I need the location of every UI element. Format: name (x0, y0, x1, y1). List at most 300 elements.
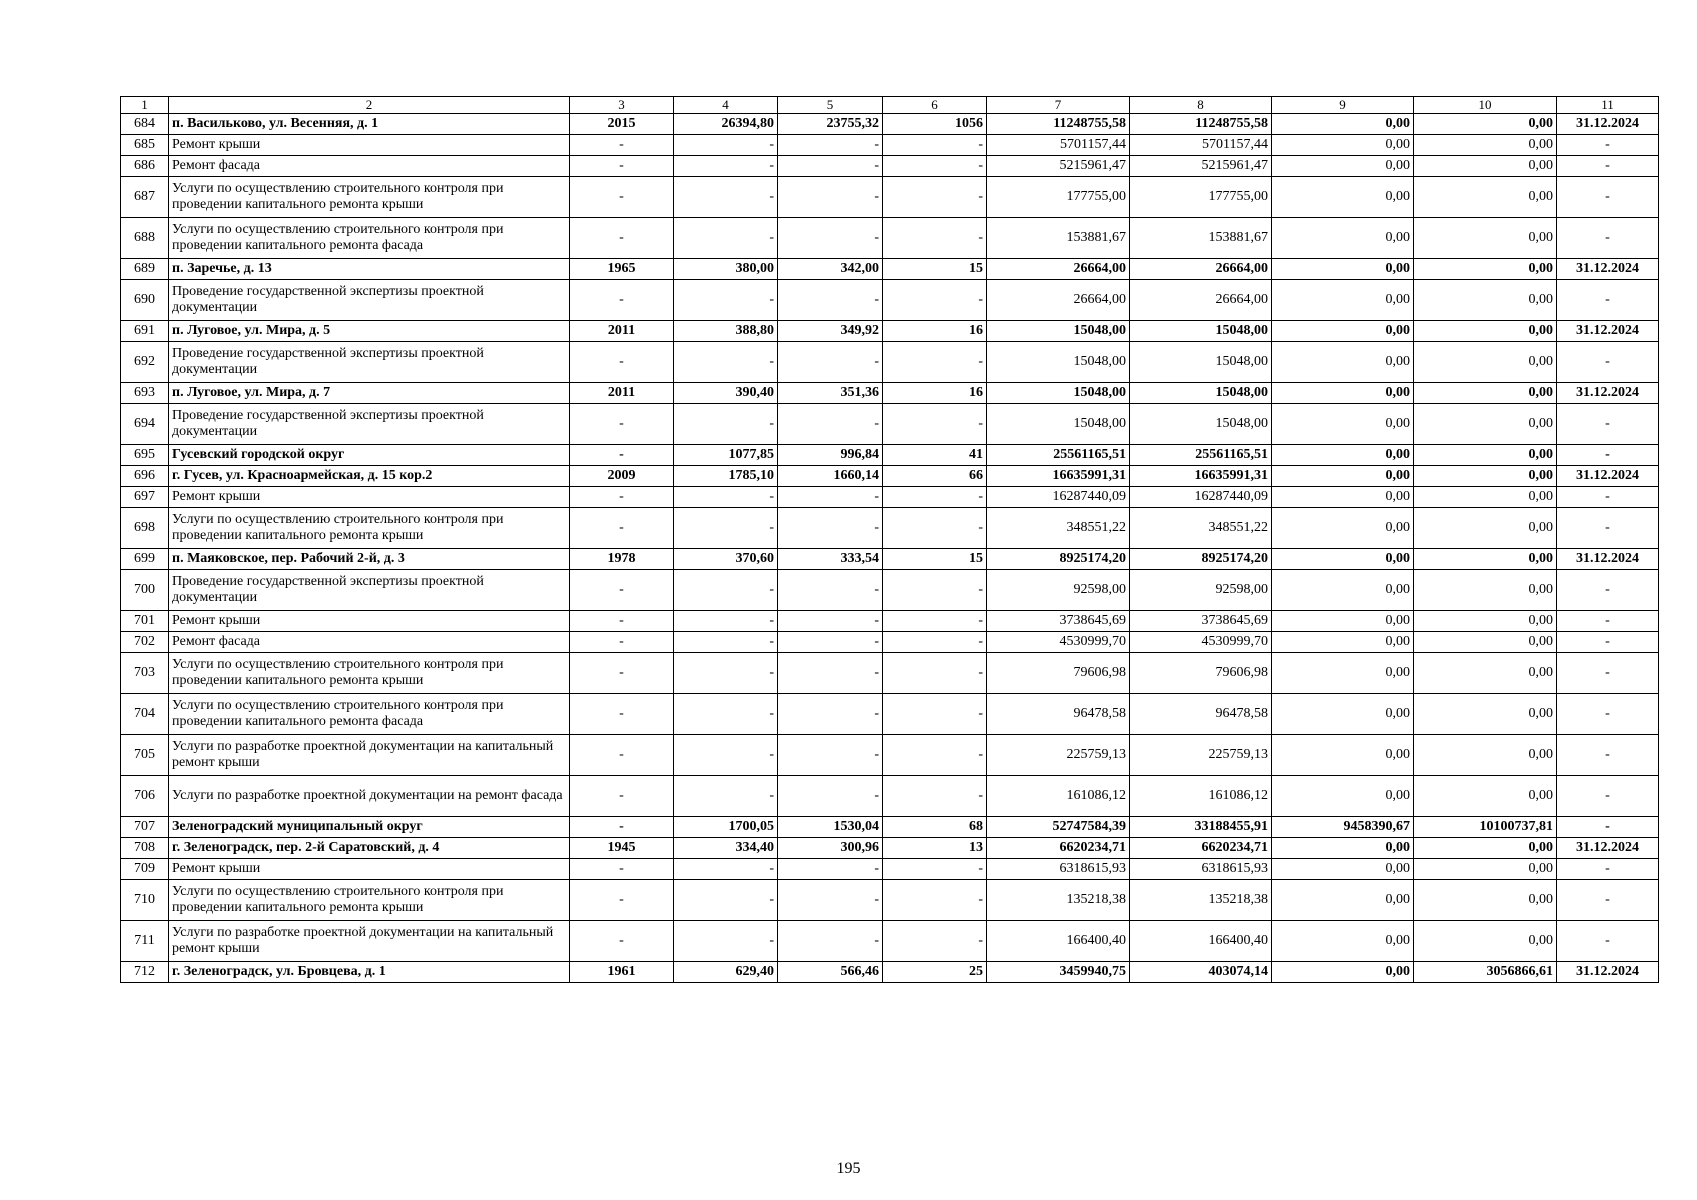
living-area-cell: - (778, 404, 883, 445)
living-area-cell: 1660,14 (778, 466, 883, 487)
header-cell: 3 (570, 97, 674, 114)
total-area-cell: - (674, 611, 778, 632)
completion-date-cell: - (1557, 632, 1659, 653)
total-area-cell: 629,40 (674, 962, 778, 983)
year-cell: 2011 (570, 321, 674, 342)
name-cell: Услуги по осуществлению строительного контроля при проведении капитального ремонта фасада (169, 218, 570, 259)
row-number-cell: 700 (121, 570, 169, 611)
fund-cost-cell: 166400,40 (1130, 921, 1272, 962)
living-area-cell: - (778, 611, 883, 632)
row-number-cell: 696 (121, 466, 169, 487)
owners-cost-cell: 0,00 (1414, 859, 1557, 880)
fund-cost-cell: 3738645,69 (1130, 611, 1272, 632)
total-area-cell: - (674, 859, 778, 880)
fund-cost-cell: 8925174,20 (1130, 549, 1272, 570)
completion-date-cell: - (1557, 570, 1659, 611)
total-cost-cell: 26664,00 (987, 259, 1130, 280)
table-row (121, 735, 1659, 776)
name-cell: Проведение государственной экспертизы проектной документации (169, 280, 570, 321)
row-number-cell: 705 (121, 735, 169, 776)
row-number-cell: 691 (121, 321, 169, 342)
fund-cost-cell: 25561165,51 (1130, 445, 1272, 466)
name-cell: Зеленоградский муниципальный округ (169, 817, 570, 838)
row-number-cell: 692 (121, 342, 169, 383)
budget-cost-cell: 0,00 (1272, 549, 1414, 570)
completion-date-cell: - (1557, 859, 1659, 880)
year-cell: - (570, 653, 674, 694)
header-cell: 1 (121, 97, 169, 114)
name-cell: Проведение государственной экспертизы проектной документации (169, 570, 570, 611)
living-area-cell: 23755,32 (778, 114, 883, 135)
owners-cost-cell: 0,00 (1414, 735, 1557, 776)
year-cell: - (570, 218, 674, 259)
table-row (121, 611, 1659, 632)
owners-cost-cell: 0,00 (1414, 653, 1557, 694)
living-area-cell: - (778, 653, 883, 694)
completion-date-cell: - (1557, 508, 1659, 549)
fund-cost-cell: 177755,00 (1130, 177, 1272, 218)
budget-cost-cell: 0,00 (1272, 177, 1414, 218)
row-number-cell: 701 (121, 611, 169, 632)
residents-cell: - (883, 653, 987, 694)
budget-cost-cell: 9458390,67 (1272, 817, 1414, 838)
row-number-cell: 712 (121, 962, 169, 983)
completion-date-cell: - (1557, 880, 1659, 921)
row-number-cell: 704 (121, 694, 169, 735)
living-area-cell: - (778, 880, 883, 921)
budget-cost-cell: 0,00 (1272, 880, 1414, 921)
name-cell: п. Заречье, д. 13 (169, 259, 570, 280)
owners-cost-cell: 0,00 (1414, 177, 1557, 218)
residents-cell: - (883, 735, 987, 776)
name-cell: г. Зеленоградск, пер. 2-й Саратовский, д. 4 (169, 838, 570, 859)
year-cell: 1945 (570, 838, 674, 859)
year-cell: - (570, 611, 674, 632)
residents-cell: 1056 (883, 114, 987, 135)
living-area-cell: - (778, 135, 883, 156)
row-number-cell: 708 (121, 838, 169, 859)
row-number-cell: 711 (121, 921, 169, 962)
table-row (121, 321, 1659, 342)
year-cell: - (570, 177, 674, 218)
total-area-cell: - (674, 156, 778, 177)
completion-date-cell: 31.12.2024 (1557, 838, 1659, 859)
completion-date-cell: - (1557, 342, 1659, 383)
table-row (121, 653, 1659, 694)
name-cell: п. Маяковское, пер. Рабочий 2-й, д. 3 (169, 549, 570, 570)
living-area-cell: 1530,04 (778, 817, 883, 838)
budget-cost-cell: 0,00 (1272, 838, 1414, 859)
residents-cell: - (883, 280, 987, 321)
table-row (121, 817, 1659, 838)
completion-date-cell: - (1557, 694, 1659, 735)
budget-cost-cell: 0,00 (1272, 859, 1414, 880)
row-number-cell: 686 (121, 156, 169, 177)
total-area-cell: - (674, 135, 778, 156)
living-area-cell: - (778, 735, 883, 776)
residents-cell: - (883, 694, 987, 735)
fund-cost-cell: 15048,00 (1130, 404, 1272, 445)
year-cell: - (570, 859, 674, 880)
table-row (121, 466, 1659, 487)
table-row (121, 508, 1659, 549)
year-cell: - (570, 921, 674, 962)
residents-cell: - (883, 156, 987, 177)
owners-cost-cell: 0,00 (1414, 156, 1557, 177)
row-number-cell: 684 (121, 114, 169, 135)
total-area-cell: 1077,85 (674, 445, 778, 466)
name-cell: Услуги по осуществлению строительного контроля при проведении капитального ремонта крыши (169, 508, 570, 549)
header-cell: 10 (1414, 97, 1557, 114)
total-area-cell: - (674, 404, 778, 445)
name-cell: п. Луговое, ул. Мира, д. 5 (169, 321, 570, 342)
table-row (121, 921, 1659, 962)
name-cell: Проведение государственной экспертизы проектной документации (169, 342, 570, 383)
header-cell: 4 (674, 97, 778, 114)
column-number-header-row (121, 97, 1659, 114)
completion-date-cell: 31.12.2024 (1557, 321, 1659, 342)
year-cell: - (570, 508, 674, 549)
living-area-cell: 996,84 (778, 445, 883, 466)
owners-cost-cell: 0,00 (1414, 487, 1557, 508)
owners-cost-cell: 0,00 (1414, 921, 1557, 962)
owners-cost-cell: 0,00 (1414, 549, 1557, 570)
table-row (121, 487, 1659, 508)
residents-cell: - (883, 508, 987, 549)
completion-date-cell: - (1557, 776, 1659, 817)
fund-cost-cell: 225759,13 (1130, 735, 1272, 776)
total-cost-cell: 79606,98 (987, 653, 1130, 694)
fund-cost-cell: 348551,22 (1130, 508, 1272, 549)
fund-cost-cell: 15048,00 (1130, 342, 1272, 383)
table-row (121, 838, 1659, 859)
residents-cell: - (883, 859, 987, 880)
fund-cost-cell: 26664,00 (1130, 259, 1272, 280)
name-cell: п. Васильково, ул. Весенняя, д. 1 (169, 114, 570, 135)
living-area-cell: 333,54 (778, 549, 883, 570)
total-cost-cell: 3738645,69 (987, 611, 1130, 632)
year-cell: 1961 (570, 962, 674, 983)
total-area-cell: 370,60 (674, 549, 778, 570)
residents-cell: - (883, 342, 987, 383)
living-area-cell: - (778, 921, 883, 962)
residents-cell: 16 (883, 321, 987, 342)
name-cell: Услуги по разработке проектной документации на капитальный ремонт крыши (169, 921, 570, 962)
total-area-cell: - (674, 508, 778, 549)
budget-cost-cell: 0,00 (1272, 776, 1414, 817)
residents-cell: - (883, 611, 987, 632)
budget-cost-cell: 0,00 (1272, 632, 1414, 653)
budget-cost-cell: 0,00 (1272, 135, 1414, 156)
residents-cell: - (883, 177, 987, 218)
total-cost-cell: 166400,40 (987, 921, 1130, 962)
total-cost-cell: 25561165,51 (987, 445, 1130, 466)
total-cost-cell: 16287440,09 (987, 487, 1130, 508)
fund-cost-cell: 4530999,70 (1130, 632, 1272, 653)
completion-date-cell: - (1557, 487, 1659, 508)
fund-cost-cell: 33188455,91 (1130, 817, 1272, 838)
owners-cost-cell: 0,00 (1414, 508, 1557, 549)
total-area-cell: - (674, 570, 778, 611)
fund-cost-cell: 161086,12 (1130, 776, 1272, 817)
name-cell: Ремонт фасада (169, 632, 570, 653)
total-area-cell: 26394,80 (674, 114, 778, 135)
residents-cell: 25 (883, 962, 987, 983)
living-area-cell: - (778, 218, 883, 259)
budget-cost-cell: 0,00 (1272, 508, 1414, 549)
residents-cell: 15 (883, 549, 987, 570)
total-cost-cell: 348551,22 (987, 508, 1130, 549)
name-cell: Ремонт крыши (169, 859, 570, 880)
owners-cost-cell: 0,00 (1414, 570, 1557, 611)
total-cost-cell: 225759,13 (987, 735, 1130, 776)
residents-cell: - (883, 135, 987, 156)
year-cell: 1978 (570, 549, 674, 570)
name-cell: Услуги по осуществлению строительного контроля при проведении капитального ремонта крыши (169, 653, 570, 694)
residents-cell: - (883, 218, 987, 259)
owners-cost-cell: 0,00 (1414, 880, 1557, 921)
total-area-cell: - (674, 921, 778, 962)
capital-repair-table (120, 96, 1659, 983)
year-cell: 2011 (570, 383, 674, 404)
total-cost-cell: 4530999,70 (987, 632, 1130, 653)
living-area-cell: 349,92 (778, 321, 883, 342)
living-area-cell: - (778, 508, 883, 549)
residents-cell: 13 (883, 838, 987, 859)
owners-cost-cell: 10100737,81 (1414, 817, 1557, 838)
total-cost-cell: 96478,58 (987, 694, 1130, 735)
budget-cost-cell: 0,00 (1272, 321, 1414, 342)
row-number-cell: 702 (121, 632, 169, 653)
completion-date-cell: - (1557, 653, 1659, 694)
fund-cost-cell: 26664,00 (1130, 280, 1272, 321)
living-area-cell: - (778, 487, 883, 508)
row-number-cell: 690 (121, 280, 169, 321)
table-row (121, 218, 1659, 259)
total-area-cell: - (674, 694, 778, 735)
completion-date-cell: 31.12.2024 (1557, 466, 1659, 487)
budget-cost-cell: 0,00 (1272, 694, 1414, 735)
page-number: 195 (836, 1160, 861, 1177)
total-cost-cell: 15048,00 (987, 321, 1130, 342)
header-cell: 11 (1557, 97, 1659, 114)
completion-date-cell: 31.12.2024 (1557, 383, 1659, 404)
total-cost-cell: 5701157,44 (987, 135, 1130, 156)
total-area-cell: 1700,05 (674, 817, 778, 838)
total-area-cell: - (674, 487, 778, 508)
fund-cost-cell: 11248755,58 (1130, 114, 1272, 135)
owners-cost-cell: 0,00 (1414, 632, 1557, 653)
year-cell: - (570, 487, 674, 508)
table-body (121, 114, 1659, 983)
total-cost-cell: 153881,67 (987, 218, 1130, 259)
year-cell: - (570, 404, 674, 445)
table-row (121, 383, 1659, 404)
year-cell: - (570, 445, 674, 466)
total-cost-cell: 135218,38 (987, 880, 1130, 921)
living-area-cell: - (778, 570, 883, 611)
total-area-cell: 390,40 (674, 383, 778, 404)
completion-date-cell: - (1557, 445, 1659, 466)
living-area-cell: - (778, 177, 883, 218)
total-cost-cell: 161086,12 (987, 776, 1130, 817)
fund-cost-cell: 16287440,09 (1130, 487, 1272, 508)
name-cell: Ремонт фасада (169, 156, 570, 177)
budget-cost-cell: 0,00 (1272, 962, 1414, 983)
total-area-cell: - (674, 653, 778, 694)
budget-cost-cell: 0,00 (1272, 570, 1414, 611)
completion-date-cell: 31.12.2024 (1557, 962, 1659, 983)
year-cell: - (570, 570, 674, 611)
completion-date-cell: 31.12.2024 (1557, 259, 1659, 280)
total-area-cell: - (674, 280, 778, 321)
table-row (121, 342, 1659, 383)
residents-cell: 15 (883, 259, 987, 280)
budget-cost-cell: 0,00 (1272, 404, 1414, 445)
owners-cost-cell: 0,00 (1414, 694, 1557, 735)
name-cell: Ремонт крыши (169, 611, 570, 632)
row-number-cell: 706 (121, 776, 169, 817)
name-cell: п. Луговое, ул. Мира, д. 7 (169, 383, 570, 404)
year-cell: 2009 (570, 466, 674, 487)
total-area-cell: 334,40 (674, 838, 778, 859)
budget-cost-cell: 0,00 (1272, 921, 1414, 962)
table-row (121, 880, 1659, 921)
owners-cost-cell: 0,00 (1414, 259, 1557, 280)
header-cell: 6 (883, 97, 987, 114)
completion-date-cell: - (1557, 735, 1659, 776)
residents-cell: 66 (883, 466, 987, 487)
name-cell: Ремонт крыши (169, 487, 570, 508)
completion-date-cell: - (1557, 611, 1659, 632)
total-area-cell: - (674, 880, 778, 921)
year-cell: - (570, 342, 674, 383)
total-cost-cell: 26664,00 (987, 280, 1130, 321)
owners-cost-cell: 0,00 (1414, 321, 1557, 342)
budget-cost-cell: 0,00 (1272, 611, 1414, 632)
fund-cost-cell: 5215961,47 (1130, 156, 1272, 177)
year-cell: - (570, 817, 674, 838)
completion-date-cell: - (1557, 218, 1659, 259)
residents-cell: - (883, 776, 987, 817)
name-cell: Услуги по осуществлению строительного контроля при проведении капитального ремонта фасада (169, 694, 570, 735)
total-cost-cell: 8925174,20 (987, 549, 1130, 570)
fund-cost-cell: 135218,38 (1130, 880, 1272, 921)
owners-cost-cell: 0,00 (1414, 342, 1557, 383)
table-row (121, 177, 1659, 218)
table-row (121, 570, 1659, 611)
completion-date-cell: - (1557, 921, 1659, 962)
fund-cost-cell: 153881,67 (1130, 218, 1272, 259)
completion-date-cell: 31.12.2024 (1557, 114, 1659, 135)
row-number-cell: 685 (121, 135, 169, 156)
header-cell: 2 (169, 97, 570, 114)
completion-date-cell: - (1557, 135, 1659, 156)
completion-date-cell: - (1557, 817, 1659, 838)
fund-cost-cell: 15048,00 (1130, 321, 1272, 342)
total-area-cell: 1785,10 (674, 466, 778, 487)
name-cell: Услуги по осуществлению строительного контроля при проведении капитального ремонта крыши (169, 177, 570, 218)
row-number-cell: 709 (121, 859, 169, 880)
name-cell: г. Зеленоградск, ул. Бровцева, д. 1 (169, 962, 570, 983)
table-row (121, 135, 1659, 156)
row-number-cell: 689 (121, 259, 169, 280)
row-number-cell: 693 (121, 383, 169, 404)
total-area-cell: - (674, 177, 778, 218)
total-area-cell: 380,00 (674, 259, 778, 280)
budget-cost-cell: 0,00 (1272, 114, 1414, 135)
completion-date-cell: - (1557, 177, 1659, 218)
fund-cost-cell: 6620234,71 (1130, 838, 1272, 859)
fund-cost-cell: 5701157,44 (1130, 135, 1272, 156)
living-area-cell: - (778, 859, 883, 880)
budget-cost-cell: 0,00 (1272, 466, 1414, 487)
completion-date-cell: - (1557, 156, 1659, 177)
budget-cost-cell: 0,00 (1272, 487, 1414, 508)
owners-cost-cell: 0,00 (1414, 776, 1557, 817)
row-number-cell: 699 (121, 549, 169, 570)
budget-cost-cell: 0,00 (1272, 218, 1414, 259)
year-cell: 2015 (570, 114, 674, 135)
owners-cost-cell: 0,00 (1414, 838, 1557, 859)
table-row (121, 404, 1659, 445)
completion-date-cell: - (1557, 404, 1659, 445)
total-cost-cell: 11248755,58 (987, 114, 1130, 135)
budget-cost-cell: 0,00 (1272, 445, 1414, 466)
residents-cell: - (883, 880, 987, 921)
row-number-cell: 698 (121, 508, 169, 549)
header-cell: 8 (1130, 97, 1272, 114)
owners-cost-cell: 0,00 (1414, 611, 1557, 632)
owners-cost-cell: 0,00 (1414, 280, 1557, 321)
living-area-cell: - (778, 776, 883, 817)
budget-cost-cell: 0,00 (1272, 383, 1414, 404)
residents-cell: - (883, 404, 987, 445)
table-row (121, 962, 1659, 983)
total-cost-cell: 52747584,39 (987, 817, 1130, 838)
fund-cost-cell: 6318615,93 (1130, 859, 1272, 880)
budget-cost-cell: 0,00 (1272, 342, 1414, 383)
table-row (121, 776, 1659, 817)
table-row (121, 259, 1659, 280)
living-area-cell: - (778, 694, 883, 735)
owners-cost-cell: 0,00 (1414, 135, 1557, 156)
total-cost-cell: 6620234,71 (987, 838, 1130, 859)
year-cell: - (570, 776, 674, 817)
residents-cell: 16 (883, 383, 987, 404)
name-cell: Ремонт крыши (169, 135, 570, 156)
total-cost-cell: 92598,00 (987, 570, 1130, 611)
row-number-cell: 688 (121, 218, 169, 259)
name-cell: г. Гусев, ул. Красноармейская, д. 15 кор.2 (169, 466, 570, 487)
total-cost-cell: 16635991,31 (987, 466, 1130, 487)
total-area-cell: - (674, 776, 778, 817)
table-row (121, 280, 1659, 321)
total-area-cell: 388,80 (674, 321, 778, 342)
total-cost-cell: 6318615,93 (987, 859, 1130, 880)
living-area-cell: - (778, 342, 883, 383)
year-cell: 1965 (570, 259, 674, 280)
total-cost-cell: 177755,00 (987, 177, 1130, 218)
name-cell: Гусевский городской округ (169, 445, 570, 466)
owners-cost-cell: 0,00 (1414, 218, 1557, 259)
fund-cost-cell: 16635991,31 (1130, 466, 1272, 487)
owners-cost-cell: 0,00 (1414, 466, 1557, 487)
header-cell: 5 (778, 97, 883, 114)
residents-cell: 68 (883, 817, 987, 838)
total-area-cell: - (674, 632, 778, 653)
living-area-cell: 342,00 (778, 259, 883, 280)
